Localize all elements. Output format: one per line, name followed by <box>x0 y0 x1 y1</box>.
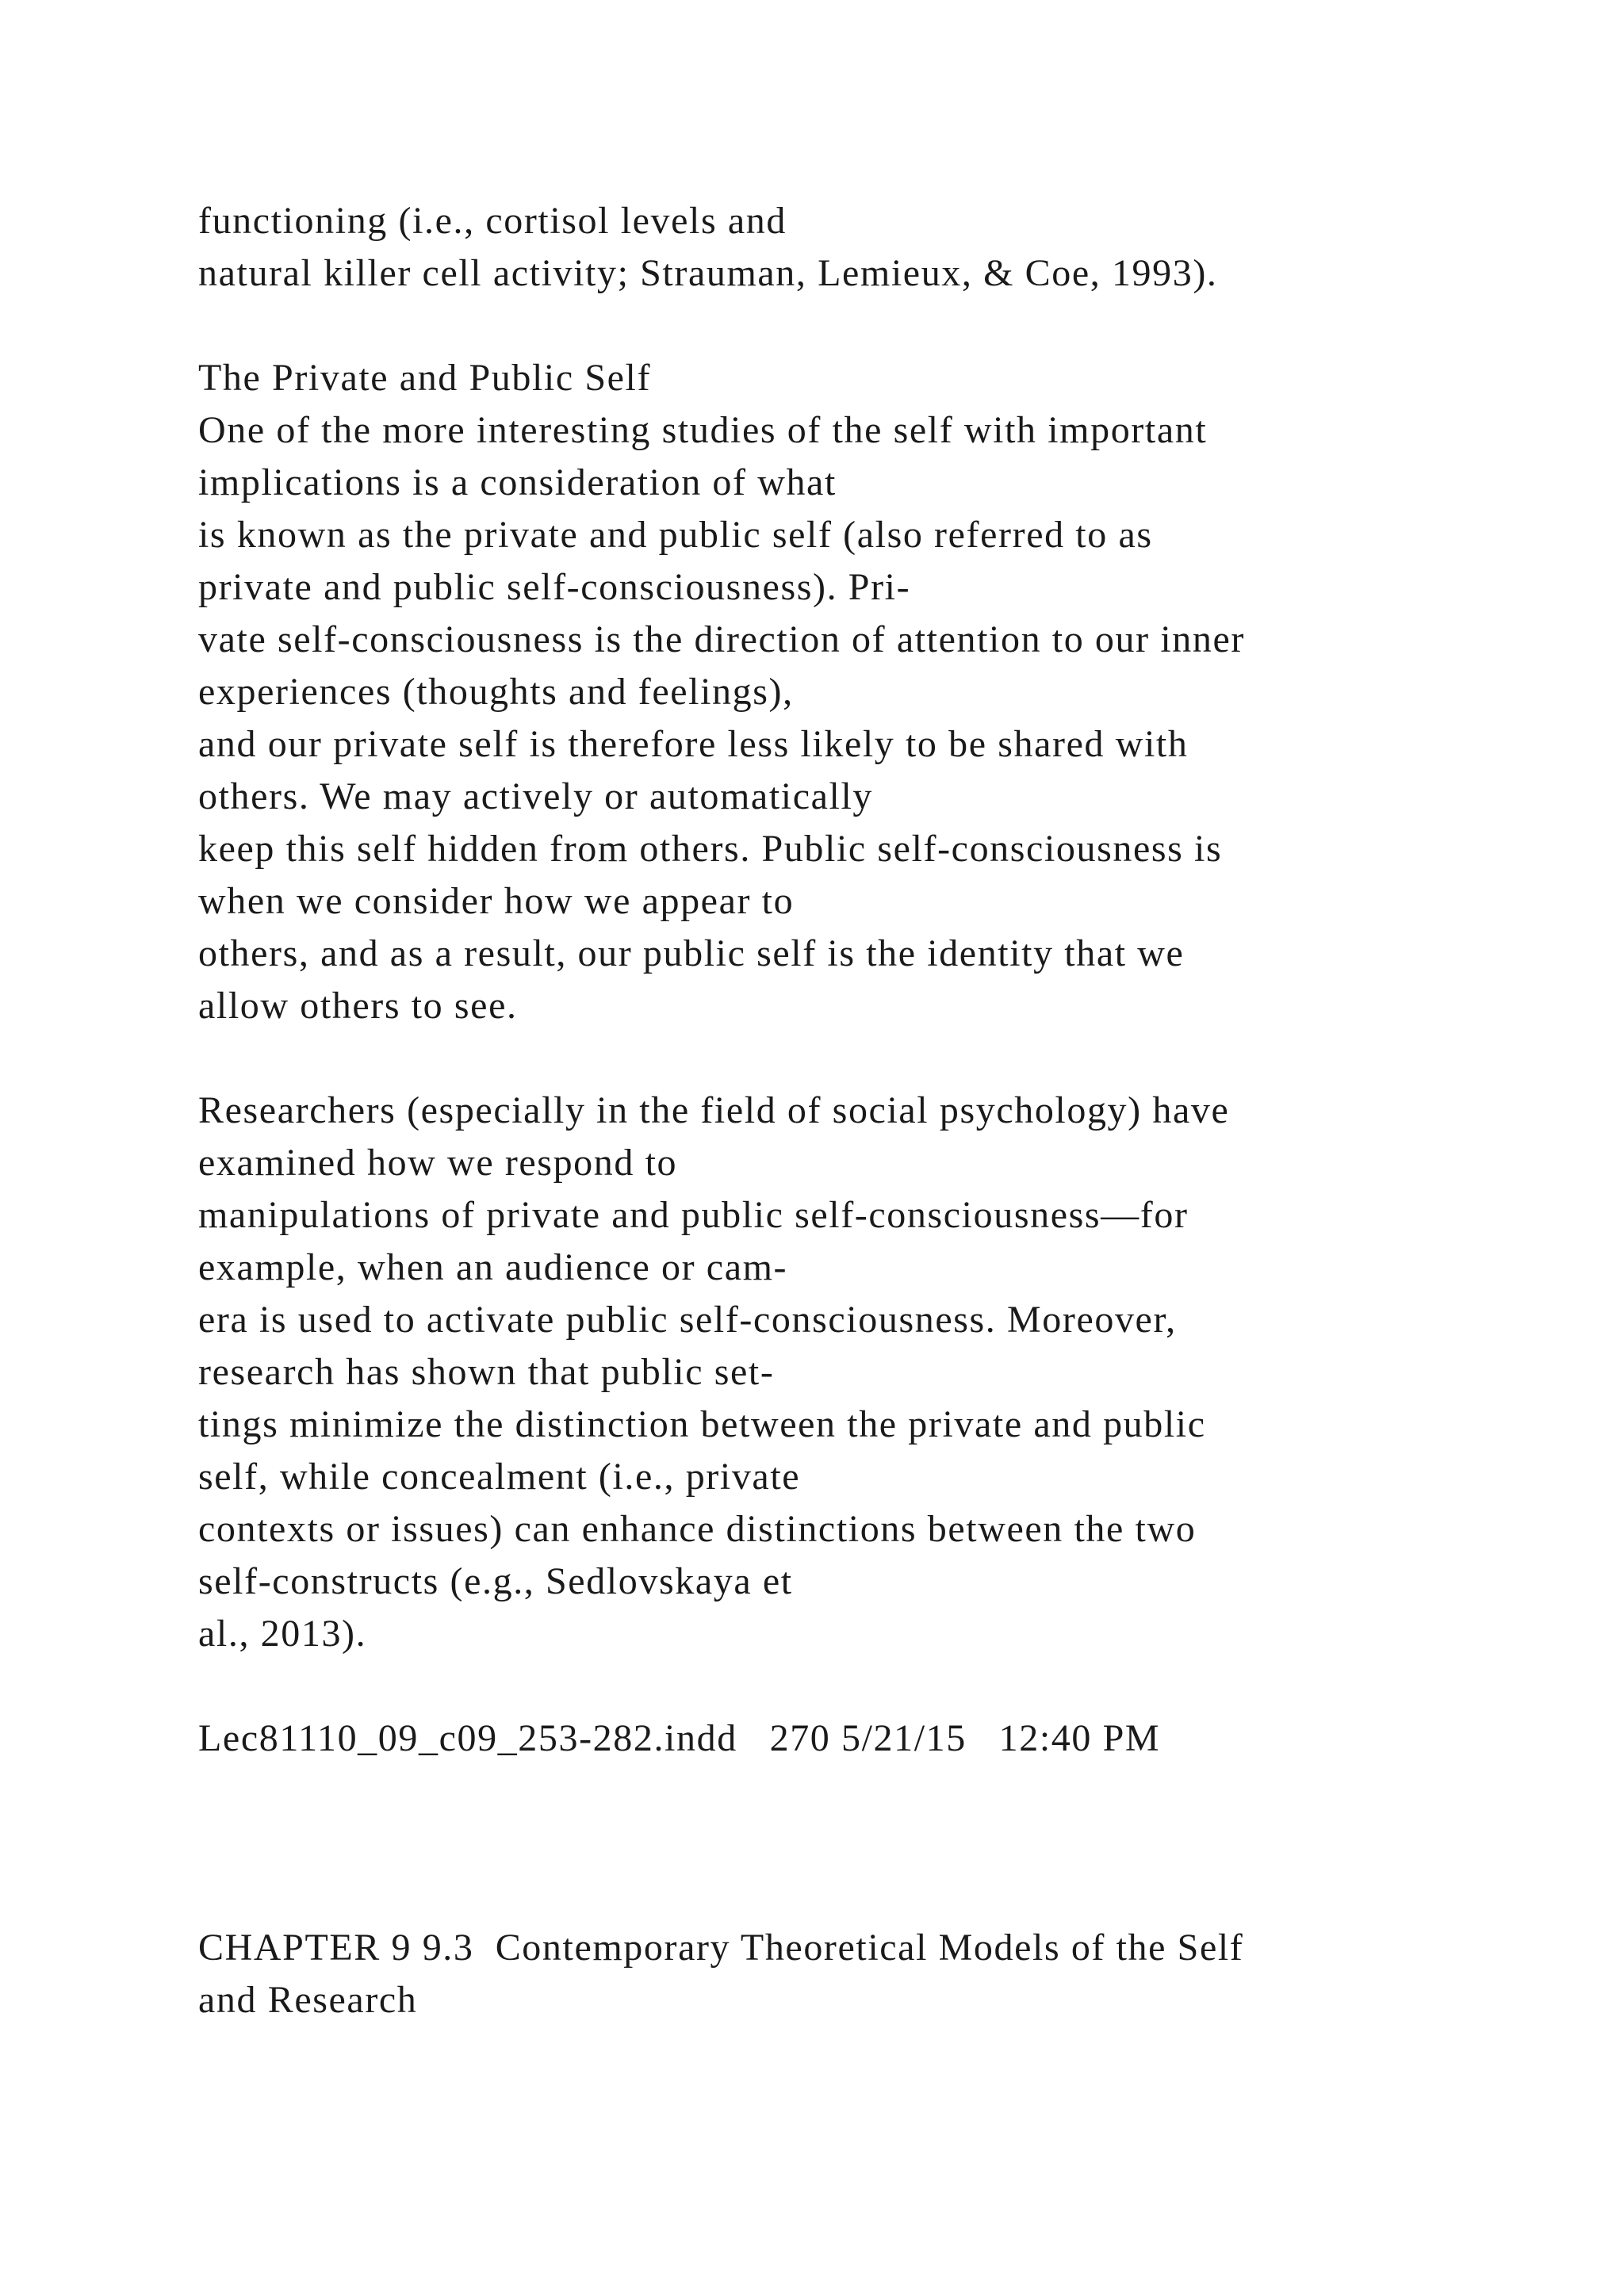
spacer <box>198 300 1546 352</box>
text-line: functioning (i.e., cortisol levels and <box>198 200 787 242</box>
text-line: keep this self hidden from others. Public self-consciousness is <box>198 828 1223 870</box>
text-line: CHAPTER 9 9.3 Contemporary Theoretical Models of the Self <box>198 1927 1244 1969</box>
spacer <box>198 1765 1546 1922</box>
print-footer: Lec81110_09_c09_253-282.indd 270 5/21/15 12:40 PM <box>198 1717 1161 1759</box>
text-line: al., 2013). <box>198 1613 367 1655</box>
text-line: is known as the private and public self (also referred to as <box>198 514 1153 556</box>
text-line: contexts or issues) can enhance distinctions between the two <box>198 1508 1197 1550</box>
text-line: others. We may actively or automatically <box>198 775 873 817</box>
text-line: others, and as a result, our public self is the identity that we <box>198 932 1185 974</box>
spacer <box>198 1032 1546 1085</box>
paragraph-continuation <box>198 195 1546 300</box>
text-line: tings minimize the distinction between the private and public <box>198 1403 1206 1445</box>
text-line: One of the more interesting studies of the self with important <box>198 409 1208 451</box>
spacer <box>198 1660 1546 1712</box>
text-line: allow others to see. <box>198 985 518 1027</box>
text-line: private and public self-consciousness). Pri- <box>198 566 911 608</box>
text-line: self-constructs (e.g., Sedlovskaya et <box>198 1560 793 1602</box>
text-line: Researchers (especially in the field of social psychology) have <box>198 1089 1230 1131</box>
document-page <box>198 195 1546 2026</box>
text-line: when we consider how we appear to <box>198 880 795 922</box>
text-line: research has shown that public set- <box>198 1351 775 1393</box>
text-line: self, while concealment (i.e., private <box>198 1456 801 1498</box>
text-line: era is used to activate public self-consciousness. Moreover, <box>198 1299 1177 1341</box>
text-line: examined how we respond to <box>198 1142 678 1184</box>
text-line: implications is a consideration of what <box>198 461 837 503</box>
paragraph-research <box>198 1085 1546 1660</box>
section-heading: The Private and Public Self <box>198 357 652 399</box>
text-line: vate self-consciousness is the direction of attention to our inner <box>198 618 1245 660</box>
paragraph-private-public-self <box>198 404 1546 1032</box>
text-line: experiences (thoughts and feelings), <box>198 671 794 713</box>
text-line: and Research <box>198 1979 418 2021</box>
text-line: natural killer cell activity; Strauman, Lemieux, & Coe, 1993). <box>198 252 1218 294</box>
chapter-running-header <box>198 1922 1546 2026</box>
text-line: manipulations of private and public self-consciousness—for <box>198 1194 1189 1236</box>
text-line: and our private self is therefore less likely to be shared with <box>198 723 1189 765</box>
text-line: example, when an audience or cam- <box>198 1246 788 1288</box>
